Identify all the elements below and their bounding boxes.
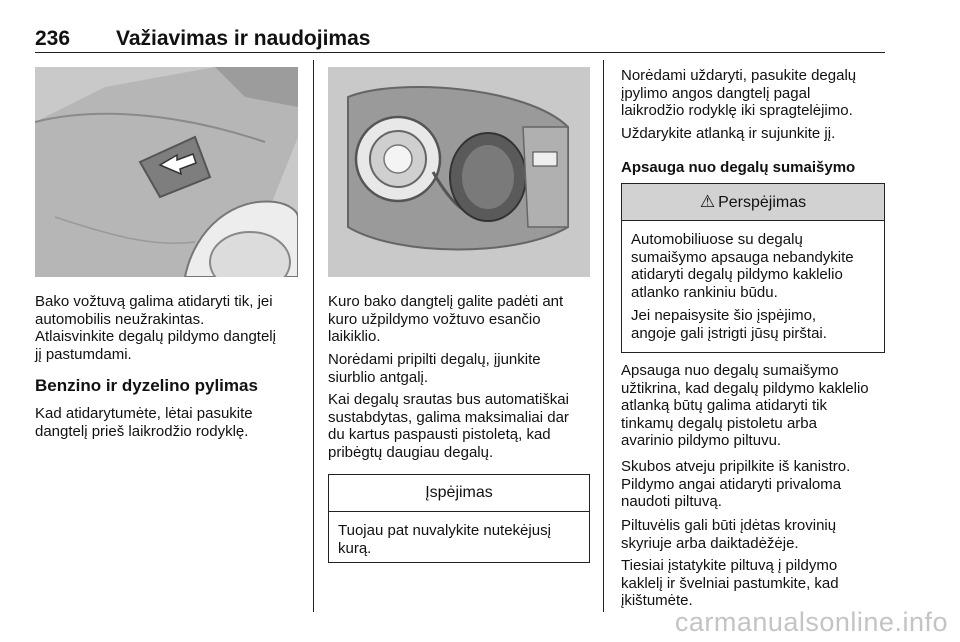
col3-paragraph-2: Uždarykite atlanką ir sujunkite jį. bbox=[621, 125, 836, 142]
col2-paragraph-3: Kai degalų srautas bus automatiškai sustabdytas, galima maksimaliai dar du kartus paspausti pistoletą, kad pribėgtų daugiau degalų. bbox=[328, 391, 569, 461]
col2-paragraph-2: Norėdami pripilti degalų, įjunkite siurblio antgalį. bbox=[328, 351, 541, 386]
notice-text: Tuojau pat nuvalykite nutekėjusį kurą. bbox=[338, 522, 551, 557]
warning-text-2: Jei nepaisysite šio įspėjimo, angoje gali įstrigti jūsų pirštai. bbox=[631, 307, 827, 342]
warning-header bbox=[622, 184, 884, 221]
watermark: carmanualsonline.info bbox=[674, 607, 948, 637]
column-divider-right bbox=[603, 60, 604, 612]
page-header bbox=[35, 26, 885, 53]
car-fuel-flap-illustration bbox=[35, 67, 298, 277]
col3-paragraph-3: Apsauga nuo degalų sumaišymo užtikrina, kad degalų pildymo kaklelio atlanką būtų galima atidaryti tik tinkamų degalų pistoletu arba avarinio pildymo piltuvu. bbox=[621, 362, 869, 449]
fuel-filler-cap-illustration bbox=[328, 67, 590, 277]
notice-title: Įspėjimas bbox=[329, 475, 589, 512]
warning-box bbox=[621, 183, 885, 353]
section-heading-misfuel-protection: Apsauga nuo degalų sumaišymo bbox=[621, 159, 856, 176]
page-title: Važiavimas ir naudojimas bbox=[116, 27, 371, 50]
col3-paragraph-5: Piltuvėlis gali būti įdėtas krovinių skyriuje arba daiktadėžėje. bbox=[621, 517, 837, 552]
warning-title: Perspėjimas bbox=[718, 194, 807, 211]
col1-paragraph-1: Bako vožtuvą galima atidaryti tik, jei automobilis neužrakintas. Atlaisvinkite degalų pildymo dangtelį jį pastumdami. bbox=[35, 293, 276, 363]
col2-paragraph-1: Kuro bako dangtelį galite padėti ant kuro užpildymo vožtuvo esančio laikiklio. bbox=[328, 293, 564, 345]
notice-box bbox=[328, 474, 590, 563]
col3-paragraph-4: Skubos atveju pripilkite iš kanistro. Pildymo angai atidaryti privaloma naudoti piltuvą. bbox=[621, 458, 851, 510]
col1-paragraph-2: Kad atidarytumėte, lėtai pasukite dangtelį prieš laikrodžio rodyklę. bbox=[35, 405, 253, 440]
warning-text-1: Automobiliuose su degalų sumaišymo apsauga nebandykite atidaryti degalų pildymo kaklelio atlanko rankiniu būdu. bbox=[631, 231, 854, 301]
column-divider-left bbox=[313, 60, 314, 612]
col3-paragraph-1: Norėdami uždaryti, pasukite degalų įpylimo angos dangtelį pagal laikrodžio rodyklę iki spragtelėjimo. bbox=[621, 67, 857, 119]
section-heading-fuelling: Benzino ir dyzelino pylimas bbox=[35, 376, 258, 395]
col3-paragraph-6: Tiesiai įstatykite piltuvą į pildymo kaklelį ir švelniai pastumkite, kad įkištumėte. bbox=[621, 557, 839, 609]
page-number: 236 bbox=[35, 27, 71, 50]
warning-triangle-icon: ⚠ bbox=[699, 192, 716, 211]
